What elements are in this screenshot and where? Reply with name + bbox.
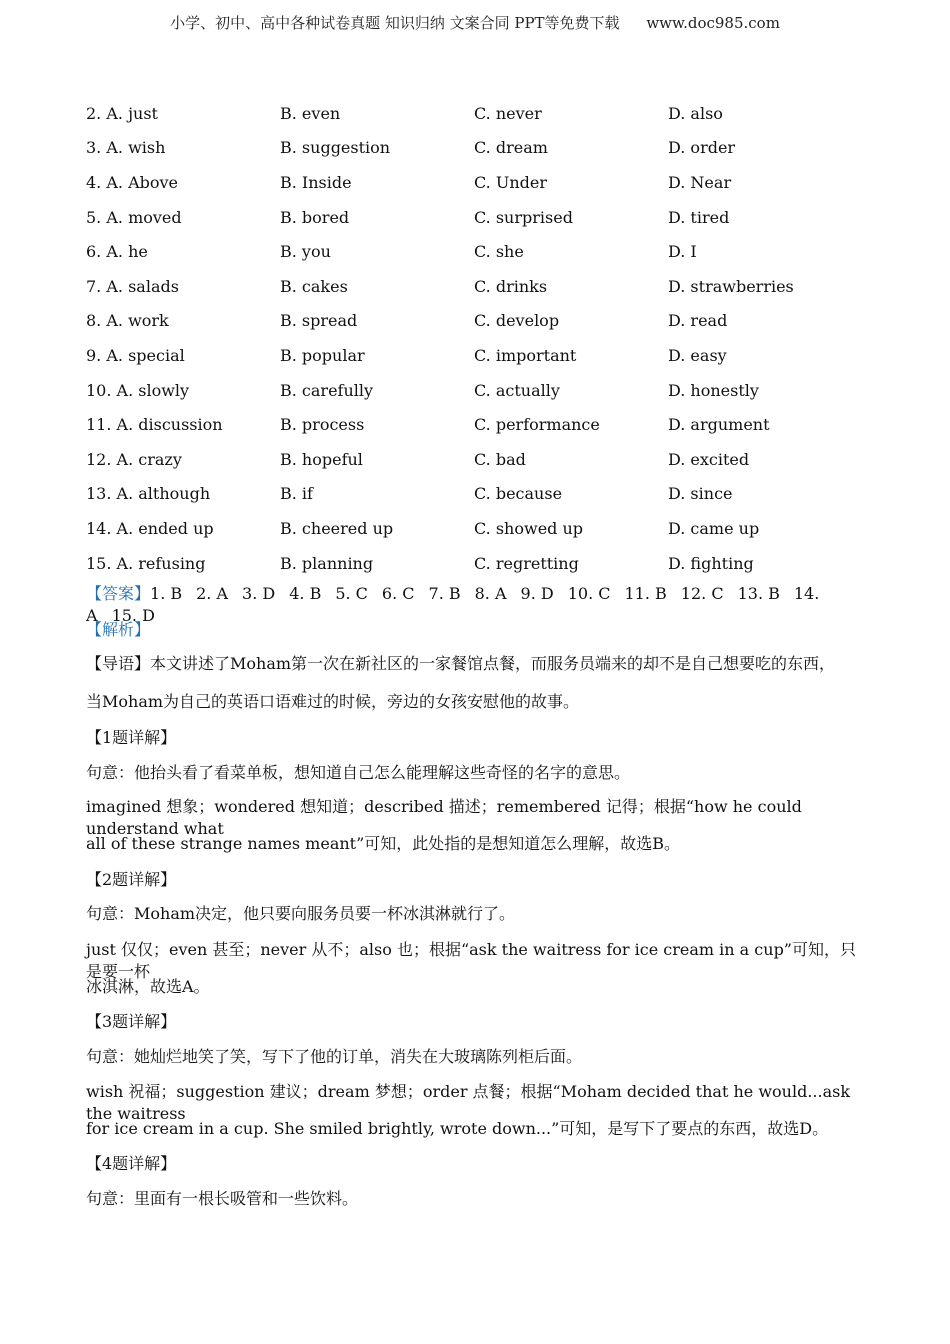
option-a: 3. A. wish (86, 138, 166, 158)
question-row (86, 269, 862, 304)
option-b: B. popular (280, 345, 365, 365)
option-a: 10. A. slowly (86, 380, 190, 400)
question-row (86, 304, 862, 339)
option-d: D. came up (668, 518, 760, 538)
option-d: D. honestly (668, 380, 759, 400)
q3-meaning: 句意：她灿烂地笑了笑，写下了他的订单，消失在大玻璃陈列柜后面。 (86, 1047, 583, 1066)
option-b: B. cheered up (280, 518, 394, 538)
option-c: C. bad (474, 449, 526, 469)
option-d: D. I (668, 242, 697, 262)
question-row (86, 200, 862, 235)
option-d: D. excited (668, 449, 750, 469)
q2-explanation-1: just 仅仅；even 甚至；never 从不；also 也；根据“ask the waitress for ice cream in a cup”可知，只是要一杯 (86, 940, 856, 981)
option-a: 8. A. work (86, 311, 169, 331)
option-c: C. important (474, 345, 577, 365)
q2-title: 【2题详解】 (86, 870, 177, 889)
intro-line-1: 【导语】本文讲述了Moham第一次在新社区的一家餐馆点餐，而服务员端来的却不是自己想要吃的东西， (86, 654, 836, 673)
q4-meaning: 句意：里面有一根长吸管和一些饮料。 (86, 1189, 359, 1208)
option-c: C. performance (474, 415, 600, 435)
option-b: B. spread (280, 311, 358, 331)
option-b: B. process (280, 415, 365, 435)
option-c: C. drinks (474, 276, 548, 296)
answer-item: 15. D (111, 606, 155, 625)
answer-item: 7. B (428, 584, 461, 603)
option-b: B. planning (280, 553, 374, 573)
question-row (86, 338, 862, 373)
option-a: 13. A. although (86, 484, 211, 504)
q3-explanation-1: wish 祝福；suggestion 建议；dream 梦想；order 点餐；根据“Moham decided that he would...ask the waitress (86, 1082, 851, 1123)
option-b: B. you (280, 242, 331, 262)
option-b: B. even (280, 103, 341, 123)
option-c: C. she (474, 242, 524, 262)
option-c: C. actually (474, 380, 560, 400)
answer-item: 11. B (624, 584, 667, 603)
answer-item: 4. B (289, 584, 322, 603)
answer-item: 8. A (474, 584, 507, 603)
option-d: D. tired (668, 207, 730, 227)
option-a: 11. A. discussion (86, 415, 223, 435)
option-a: 14. A. ended up (86, 518, 214, 538)
option-c: C. never (474, 103, 542, 123)
option-b: B. Inside (280, 172, 352, 192)
question-row (86, 165, 862, 200)
option-c: C. develop (474, 311, 560, 331)
q4-title: 【4题详解】 (86, 1154, 177, 1173)
answer-item: 2. A (196, 584, 229, 603)
question-row (86, 131, 862, 166)
q1-meaning: 句意：他抬头看了看菜单板，想知道自己怎么能理解这些奇怪的名字的意思。 (86, 763, 631, 782)
options-table (86, 96, 862, 580)
question-row (86, 234, 862, 269)
option-b: B. hopeful (280, 449, 363, 469)
header-left-text: 小学、初中、高中各种试卷真题 知识归纳 文案合同 PPT等免费下载 (170, 14, 620, 32)
option-d: D. easy (668, 345, 727, 365)
option-d: D. fighting (668, 553, 754, 573)
option-d: D. order (668, 138, 736, 158)
answer-item: 14. A (86, 584, 820, 625)
answer-item: 5. C (335, 584, 368, 603)
option-c: C. dream (474, 138, 548, 158)
question-row (86, 546, 862, 581)
question-row (86, 442, 862, 477)
option-d: D. argument (668, 415, 770, 435)
answer-item: 10. C (567, 584, 611, 603)
answer-item: 1. B (150, 584, 183, 603)
option-b: B. if (280, 484, 313, 504)
q1-title: 【1题详解】 (86, 728, 177, 747)
question-row (86, 96, 862, 131)
option-c: C. surprised (474, 207, 573, 227)
option-a: 9. A. special (86, 345, 185, 365)
option-b: B. carefully (280, 380, 374, 400)
option-b: B. bored (280, 207, 350, 227)
q2-explanation-2: 冰淇淋，故选A。 (86, 977, 210, 996)
answer-item: 9. D (520, 584, 554, 603)
option-b: B. cakes (280, 276, 348, 296)
question-row (86, 407, 862, 442)
option-a: 2. A. just (86, 103, 158, 123)
q3-explanation-2: for ice cream in a cup. She smiled brightly, wrote down...”可知，是写下了要点的东西，故选D。 (86, 1119, 829, 1138)
q1-explanation-2: all of these strange names meant”可知，此处指的是想知道怎么理解，故选B。 (86, 834, 681, 853)
option-a: 12. A. crazy (86, 449, 182, 469)
q3-title: 【3题详解】 (86, 1012, 177, 1031)
option-c: C. showed up (474, 518, 584, 538)
option-d: D. read (668, 311, 728, 331)
answer-label: 【答案】 (86, 584, 151, 603)
option-c: C. because (474, 484, 563, 504)
option-a: 7. A. salads (86, 276, 179, 296)
answer-item: 12. C (680, 584, 724, 603)
answer-item: 13. B (737, 584, 780, 603)
q2-meaning: 句意：Moham决定，他只要向服务员要一杯冰淇淋就行了。 (86, 904, 516, 923)
option-d: D. Near (668, 172, 732, 192)
option-c: C. regretting (474, 553, 579, 573)
option-a: 6. A. he (86, 242, 148, 262)
answer-item: 3. D (242, 584, 276, 603)
header-url[interactable]: www.doc985.com (646, 14, 780, 32)
option-d: D. strawberries (668, 276, 794, 296)
question-row (86, 477, 862, 512)
option-a: 5. A. moved (86, 207, 182, 227)
q1-explanation-1: imagined 想象；wondered 想知道；described 描述；remembered 记得；根据“how he could understand what (86, 797, 802, 838)
page-header (0, 12, 950, 33)
option-c: C. Under (474, 172, 547, 192)
intro-line-2: 当Moham为自己的英语口语难过的时候，旁边的女孩安慰他的故事。 (86, 692, 580, 711)
option-b: B. suggestion (280, 138, 391, 158)
question-row (86, 511, 862, 546)
option-d: D. since (668, 484, 733, 504)
option-a: 4. A. Above (86, 172, 179, 192)
analysis-label: 【解析】 (86, 620, 151, 639)
question-row (86, 373, 862, 408)
answer-item: 6. C (381, 584, 415, 603)
option-d: D. also (668, 103, 723, 123)
option-a: 15. A. refusing (86, 553, 206, 573)
